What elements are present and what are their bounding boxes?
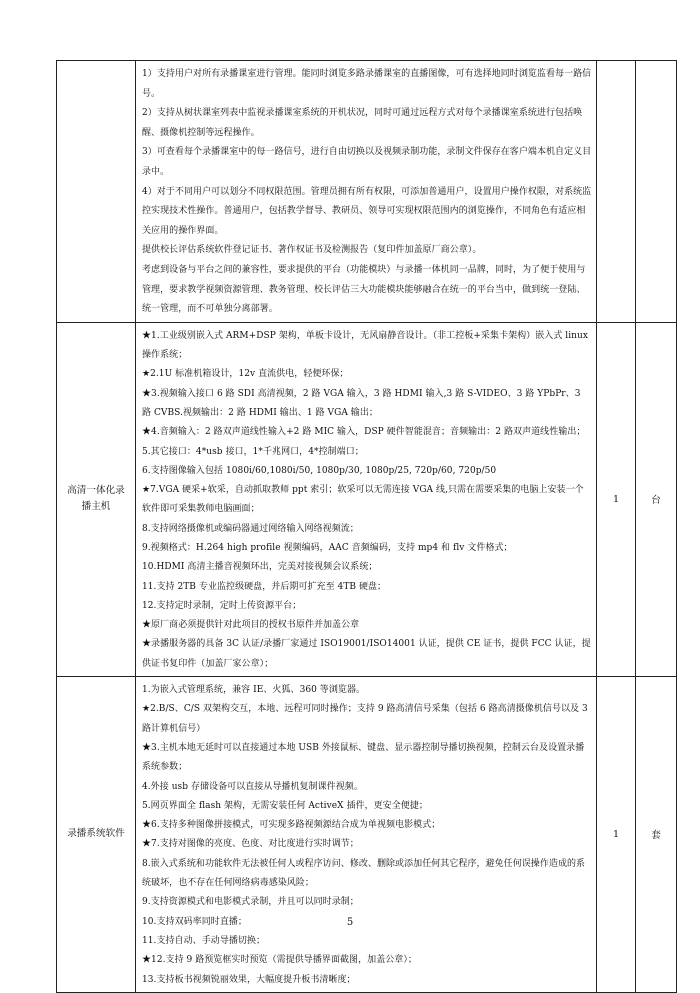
spec-line: 11.支持 2TB 专业监控级硬盘，并后期可扩充至 4TB 硬盘；: [142, 581, 387, 592]
spec-line: 6.支持图像输入包括 1080i/60,1080i/50, 1080p/30, 1080p/25, 720p/60, 720p/50: [142, 465, 497, 476]
spec-line: ★录播服务器的具备 3C 认证/录播厂家通过 ISO19001/ISO14001 认证，提供 CE 证书，提供 FCC 认证，提供证书复印件（加盖厂家公章）；: [142, 639, 591, 669]
spec-table: [56, 60, 677, 993]
spec-line: ★3.主机本地无延时可以直接通过本地 USB 外接鼠标、键盘、显示器控制导播切换视频，控制云台及设置录播系统参数；: [142, 742, 585, 773]
spec-line: 3）可查看每个录播课室中的每一路信号，进行自由切换以及视频录制功能，录制文件保存在客户端本机自定义目录中。: [142, 147, 592, 177]
spec-line: ★2.1U 标准机箱设计，12v 直流供电，轻便环保；: [142, 369, 349, 380]
item-name-cell: 高清一体化录播主机: [57, 322, 136, 676]
spec-line: 4.外接 usb 存储设备可以直接从导播机复制课件视频。: [142, 781, 363, 792]
spec-line: 5.其它接口：4*usb 接口，1*千兆网口，4*控制端口；: [142, 446, 364, 457]
spec-line: ★2.B/S、C/S 双架构交互，本地、远程可同时操作；支持 9 路高清信号采集（包括 6 路高清摄像机信号以及 3 路计算机信号）: [142, 704, 588, 734]
spec-line: 10.支持双码率同时直播；: [142, 916, 247, 927]
spec-line: 13.支持板书视频锐丽效果，大幅度提升板书清晰度；: [142, 974, 356, 985]
quantity-cell: 1: [597, 677, 636, 993]
spec-line: ★7.支持对图像的亮度、色度、对比度进行实时调节；: [142, 839, 359, 850]
spec-line: 提供校长评估系统软件登记证书、著作权证书及检测报告（复印件加盖原厂商公章）。: [142, 245, 482, 256]
page-number: 5: [346, 917, 354, 928]
spec-line: 11.支持自动、手动导播切换；: [142, 935, 266, 946]
table-row: [57, 677, 677, 993]
spec-line: ★7.VGA 硬采+软采，自动抓取教师 ppt 索引；软采可以无需连接 VGA 线,只需在需要采集的电脑上安装一个软件即可采集教师电脑画面；: [142, 485, 584, 515]
unit-cell: [636, 61, 677, 323]
spec-line: ★1.工业级别嵌入式 ARM+DSP 架构，单板卡设计，无风扇静音设计。（非工控板+采集卡架构）嵌入式 linux 操作系统；: [142, 330, 588, 361]
unit-cell: 套: [636, 677, 677, 993]
spec-cell: [136, 322, 597, 676]
spec-line: ★12.支持 9 路预览框实时预览（需提供导播界面截图，加盖公章）；: [142, 955, 417, 966]
table-row: [57, 61, 677, 323]
item-name-cell: [57, 61, 136, 323]
unit-cell: 台: [636, 322, 677, 676]
spec-line: 12.支持定时录制，定时上传资源平台；: [142, 600, 302, 611]
spec-line: 1）支持用户对所有录播课室进行管理。能同时浏览多路录播课室的直播图像，可有选择地同时浏览监看每一路信号。: [142, 69, 592, 99]
quantity-cell: 1: [597, 322, 636, 676]
spec-line: 4）对于不同用户可以划分不同权限范围。管理员拥有所有权限，可添加普通用户，设置用户操作权限，对系统监控实现技术性操作。普通用户，包括教学督导、教研员、领导可实现权限范围内的浏览操作，不同角色有适应相关应用的操作界面。: [142, 186, 592, 236]
spec-line: 10.HDMI 高清主播音视频环出，完美对接视频会议系统；: [142, 562, 378, 573]
spec-line: 9.支持资源模式和电影模式录制，并且可以同时录制；: [142, 897, 359, 908]
spec-line: ★原厂商必须提供针对此项目的授权书原件并加盖公章: [142, 620, 360, 631]
spec-line: 1.为嵌入式管理系统，兼容 IE、火狐、360 等浏览器。: [142, 685, 366, 696]
spec-line: 5.网页界面全 flash 架构，无需安装任何 ActiveX 插件，更安全便捷；: [142, 800, 428, 811]
spec-line: 8.嵌入式系统和功能软件无法被任何人或程序访问、修改、删除或添加任何其它程序，避免任何误操作造成的系统破坏，也不存在任何网络病毒感染风险；: [142, 858, 586, 889]
spec-cell: [136, 61, 597, 323]
table-row: [57, 322, 677, 676]
spec-line: 8.支持网络摄像机或编码器通过网络输入网络视频流；: [142, 523, 359, 534]
spec-line: 考虑到设备与平台之间的兼容性，要求提供的平台（功能模块）与录播一体机同一品牌，同时，为了便于使用与管理，要求教学视频资源管理、教务管理、校长评估三大功能模块能够融合在统一的平台当中，做到统一登陆、统一管理，而不可单独分离部署。: [142, 264, 586, 315]
spec-cell: [136, 677, 597, 993]
spec-line: ★4.音频输入：2 路双声道线性输入+2 路 MIC 输入，DSP 硬件智能混音；音频输出：2 路双声道线性输出；: [142, 427, 586, 438]
spec-line: 9.视频格式：H.264 high profile 视频编码，AAC 音频编码，支持 mp4 和 flv 文件格式；: [142, 542, 513, 553]
spec-line: 2）支持从树状课室列表中监视录播课室系统的开机状况，同时可通过远程方式对每个录播课室系统进行包括唤醒、摄像机控制等远程操作。: [142, 108, 583, 138]
spec-line: ★3.视频输入接口 6 路 SDI 高清视频，2 路 VGA 输入，3 路 HDMI 输入,3 路 S-VIDEO、3 路 YPbPr、3 路 CVBS.视频输出：2 路 HDMI 输出、1 路 VGA 输出；: [142, 388, 581, 418]
quantity-cell: [597, 61, 636, 323]
item-name-cell: 录播系统软件: [57, 677, 136, 993]
spec-line: ★6.支持多种图像拼接模式，可实现多路视频源结合成为单视频电影模式；: [142, 820, 441, 831]
